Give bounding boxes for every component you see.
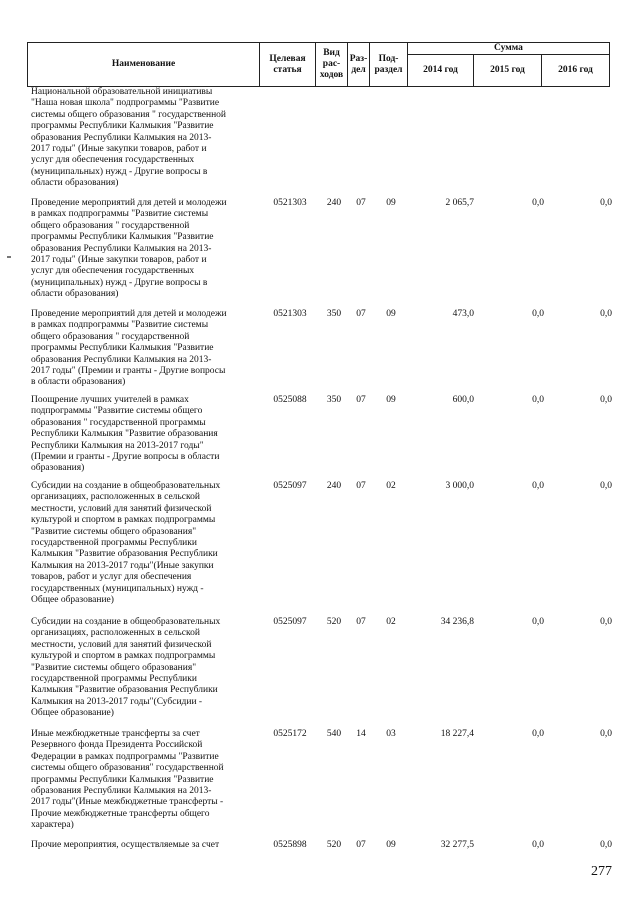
row-subsection: 09 — [386, 198, 396, 208]
row-sum-2014: 18 227,4 — [440, 729, 474, 739]
row-sum-2016: 0,0 — [600, 617, 612, 627]
row-description: Субсидии на создание в общеобразовательных организациях, расположенных в сельской местности, условий для занятий физической культурой и спортом в рамках подпрограммы "Развитие системы общего образования" государственной программы Республики Калмыкия "Развитие образования Республики Калмыкия на 2013-2017 годы"(Субсидии - Общее образование) — [31, 617, 221, 719]
row-target-article: 0525088 — [273, 395, 307, 405]
row-sum-2015: 0,0 — [532, 198, 544, 208]
row-sum-2014: 34 236,8 — [440, 617, 474, 627]
row-expense-type: 520 — [326, 617, 342, 627]
row-target-article: 0525898 — [273, 840, 307, 850]
row-target-article: 0525097 — [273, 481, 307, 491]
row-subsection: 02 — [386, 617, 396, 627]
row-subsection: 09 — [386, 395, 396, 405]
row-section: 07 — [356, 481, 366, 491]
row-sum-2015: 0,0 — [532, 309, 544, 319]
row-sum-2014: 473,0 — [452, 309, 474, 319]
header-section: Раз- дел — [348, 43, 370, 87]
row-section: 07 — [356, 840, 366, 850]
row-description: Проведение мероприятий для детей и молодежи в рамках подпрограммы "Развитие системы общего образования " государственной программы Республики Калмыкия "Развитие образования Республики Калмыкия на 2013- 2017 годы" (Премии и гранты - Другие вопросы в области образования) — [31, 309, 227, 388]
row-target-article: 0521303 — [273, 309, 307, 319]
row-sum-2016: 0,0 — [600, 840, 612, 850]
row-target-article: 0525097 — [273, 617, 307, 627]
row-expense-type: 350 — [326, 395, 342, 405]
row-description: Поощрение лучших учителей в рамках подпрограммы "Развитие системы общего образования " государственной программы Республики Калмыкия "Развитие образования Республики Калмыкия на 2013-2017 годы" (Премии и гранты - Другие вопросы в области образования) — [31, 395, 220, 474]
row-sum-2015: 0,0 — [532, 729, 544, 739]
row-section: 07 — [356, 617, 366, 627]
row-sum-2015: 0,0 — [532, 617, 544, 627]
table-header — [27, 42, 610, 87]
row-description: Прочие мероприятия, осуществляемые за счет — [31, 840, 220, 850]
row-section: 07 — [356, 309, 366, 319]
row-expense-type: 520 — [326, 840, 342, 850]
row-subsection: 03 — [386, 729, 396, 739]
row-expense-type: 240 — [326, 481, 342, 491]
row-sum-2016: 0,0 — [600, 729, 612, 739]
page-number: 277 — [591, 864, 612, 879]
row-subsection: 09 — [386, 309, 396, 319]
row-sum-2016: 0,0 — [600, 198, 612, 208]
scan-mark — [7, 256, 11, 258]
row-section: 07 — [356, 395, 366, 405]
row-sum-2014: 3 000,0 — [445, 481, 474, 491]
row-sum-2015: 0,0 — [532, 395, 544, 405]
row-expense-type: 240 — [326, 198, 342, 208]
row-section: 07 — [356, 198, 366, 208]
header-sum: Сумма — [408, 43, 610, 55]
header-year-2015: 2015 год — [474, 55, 542, 87]
row-description: Национальной образовательной инициативы "Наша новая школа" подпрограммы "Развитие системы общего образования " государственной программы Республики Калмыкия "Развитие образования Республики Калмыкия на 2013- 2017 годы" (Иные закупки товаров, работ и услуг для обеспечения государственных (муниципальных) нужд - Другие вопросы в области образования) — [31, 87, 227, 189]
row-description: Проведение мероприятий для детей и молодежи в рамках подпрограммы "Развитие системы общего образования " государственной программы Республики Калмыкия "Развитие образования Республики Калмыкия на 2013- 2017 годы" (Иные закупки товаров, работ и услуг для обеспечения государственных (муниципальных) нужд - Другие вопросы в области образования) — [31, 198, 227, 300]
header-subsection: Под- раздел — [370, 43, 408, 87]
row-description: Иные межбюджетные трансферты за счет Резервного фонда Президента Российской Федерации в рамках подпрограммы "Развитие системы общего образования" государственной программы Республики Калмыкия "Развитие образования Республики Калмыкия на 2013- 2017 годы"(Иные межбюджетные трансферты - Прочие межбюджетные трансферты общего характера) — [31, 729, 224, 831]
header-expense-type: Вид рас- ходов — [316, 43, 348, 87]
header-year-2014: 2014 год — [408, 55, 474, 87]
header-name: Наименование — [28, 43, 260, 87]
header-year-2016: 2016 год — [542, 55, 610, 87]
row-sum-2016: 0,0 — [600, 481, 612, 491]
header-target-article: Целевая статья — [260, 43, 316, 87]
row-section: 14 — [356, 729, 366, 739]
row-expense-type: 350 — [326, 309, 342, 319]
row-sum-2015: 0,0 — [532, 481, 544, 491]
row-sum-2015: 0,0 — [532, 840, 544, 850]
row-sum-2014: 600,0 — [452, 395, 474, 405]
row-sum-2014: 32 277,5 — [440, 840, 474, 850]
row-sum-2016: 0,0 — [600, 395, 612, 405]
row-subsection: 09 — [386, 840, 396, 850]
row-expense-type: 540 — [326, 729, 342, 739]
row-sum-2014: 2 065,7 — [445, 198, 474, 208]
row-subsection: 02 — [386, 481, 396, 491]
row-sum-2016: 0,0 — [600, 309, 612, 319]
row-target-article: 0525172 — [273, 729, 307, 739]
row-description: Субсидии на создание в общеобразовательных организациях, расположенных в сельской местности, условий для занятий физической культурой и спортом в рамках подпрограммы "Развитие системы общего образования" государственной программы Республики Калмыкия "Развитие образования Республики Калмыкия на 2013-2017 годы"(Иные закупки товаров, работ и услуг для обеспечения государственных (муниципальных) нужд - Общее образование) — [31, 481, 221, 606]
row-target-article: 0521303 — [273, 198, 307, 208]
